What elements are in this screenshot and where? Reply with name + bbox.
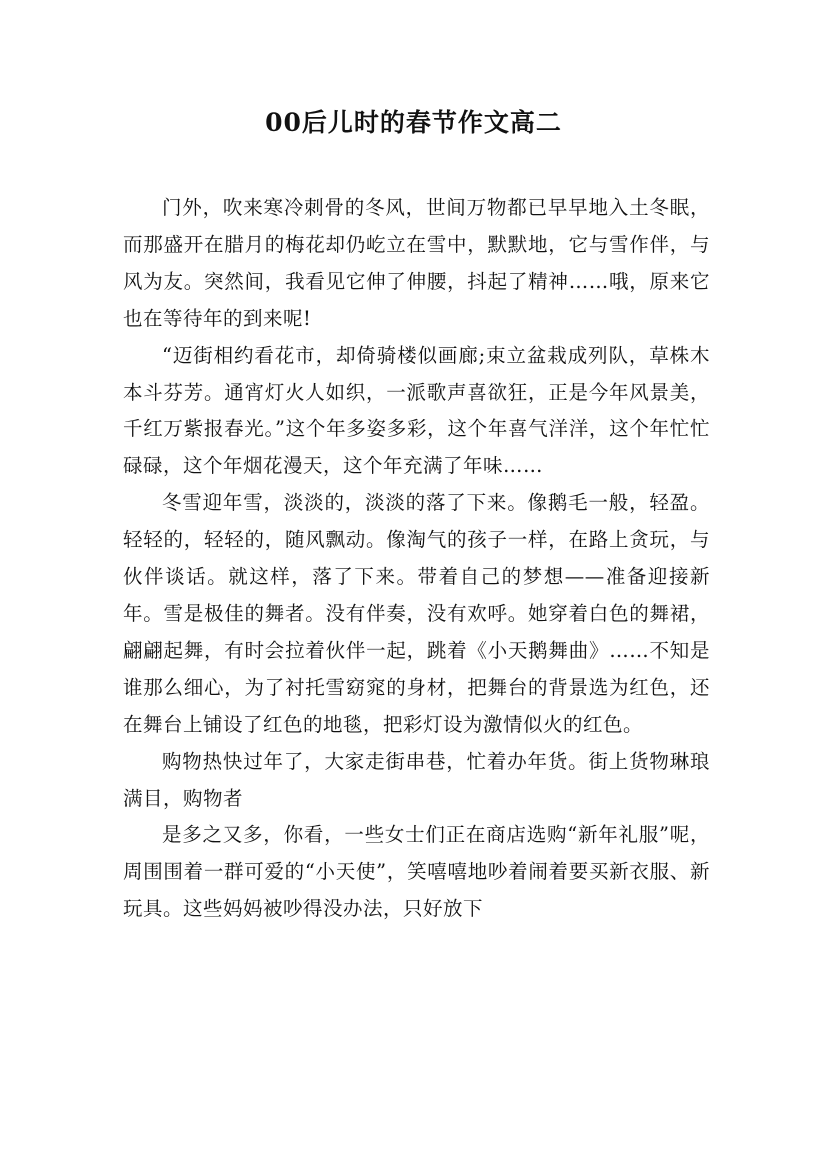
paragraph-1: 门外，吹来寒冷刺骨的冬风，世间万物都已早早地入土冬眠，而那盛开在腊月的梅花却仍屹立在雪中，默默地，它与雪作伴，与风为友。突然间，我看见它伸了伸腰，抖起了精神……哦，原来它也在等待年的到来呢!: [123, 196, 710, 330]
paragraph-2: “迈街相约看花市，却倚骑楼似画廊;束立盆栽成列队，草株木本斗芬芳。通宵灯火人如织，一派歌声喜欲狂，正是今年风景美，千红万紫报春光。”这个年多姿多彩，这个年喜气洋洋，这个年忙忙碌碌，这个年烟花漫天，这个年充满了年味……: [123, 343, 710, 478]
paragraph-5: 是多之又多，你看，一些女士们正在商店选购“新年礼服”呢，周围围着一群可爱的“小天使”，笑嘻嘻地吵着闹着要买新衣服、新玩具。这些妈妈被吵得没办法，只好放下: [123, 823, 710, 921]
document-title: 00后儿时的春节作文高二: [265, 108, 562, 137]
paragraph-4: 购物热快过年了，大家走街串巷，忙着办年货。街上货物琳琅满目，购物者: [123, 749, 710, 810]
document-body: [123, 190, 710, 928]
paragraph-3: 冬雪迎年雪，淡淡的，淡淡的落了下来。像鹅毛一般，轻盈。轻轻的，轻轻的，随风飘动。像淘气的孩子一样，在路上贪玩，与伙伴谈话。就这样，落了下来。带着自己的梦想——准备迎接新年。雪是极佳的舞者。没有伴奏，没有欢呼。她穿着白色的舞裙，翩翩起舞，有时会拉着伙伴一起，跳着《小天鹅舞曲》……不知是谁那么细心，为了衬托雪窈窕的身材，把舞台的背景选为红色，还在舞台上铺设了红色的地毯，把彩灯设为激情似火的红色。: [123, 491, 710, 736]
